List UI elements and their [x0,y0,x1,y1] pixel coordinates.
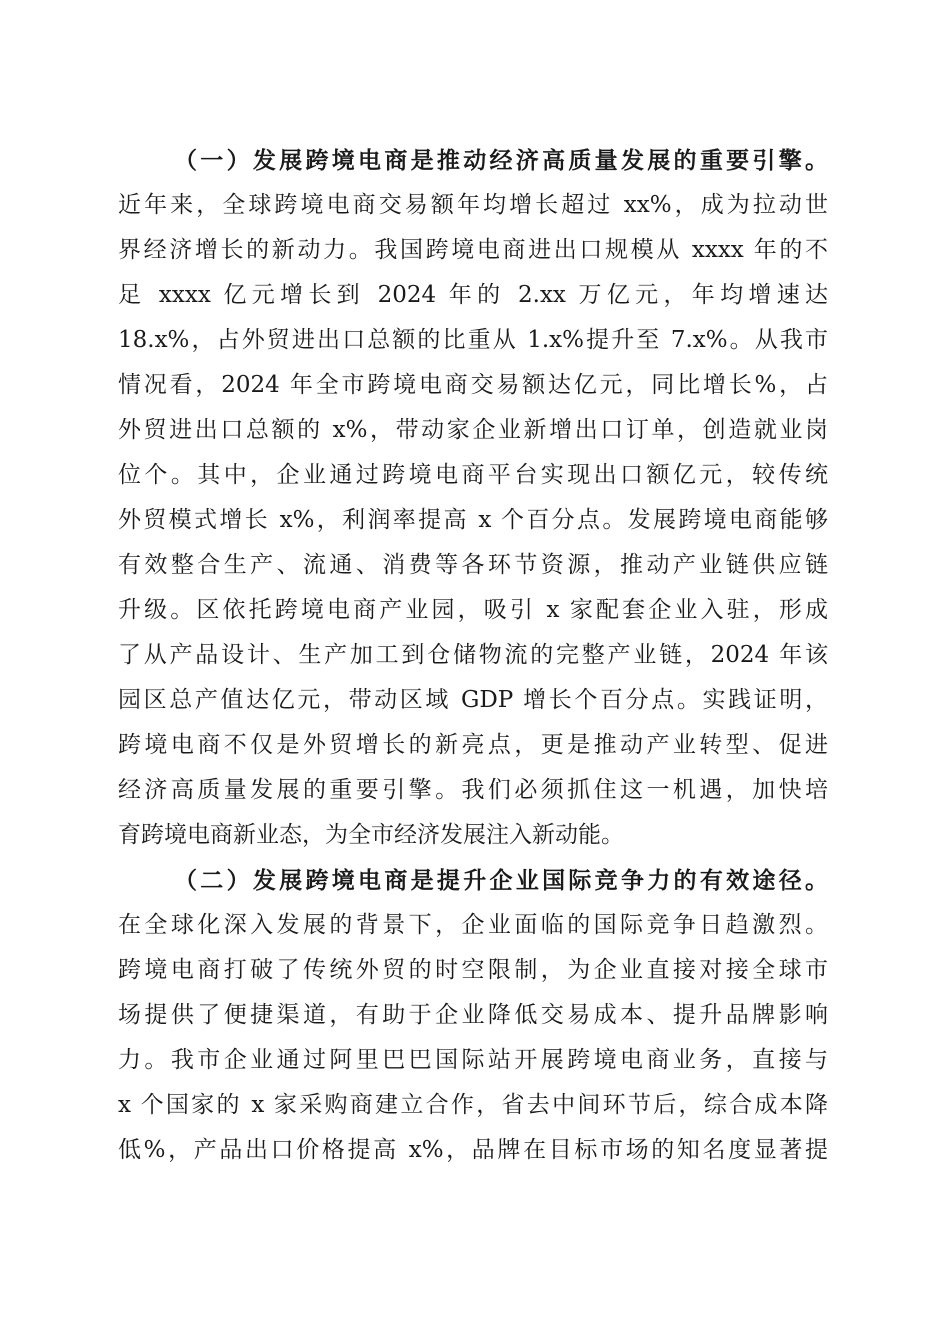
paragraph-line: 力。我市企业通过阿里巴巴国际站开展跨境电商业务，直接与 [118,1047,828,1073]
paragraph-line: 园区总产值达亿元，带动区域 GDP 增长个百分点。实践证明， [118,687,828,713]
section-2 [118,858,828,1173]
section-1 [118,138,828,858]
paragraph-line: 位个。其中，企业通过跨境电商平台实现出口额亿元，较传统 [118,462,828,488]
paragraph-line: 外贸模式增长 x%，利润率提高 x 个百分点。发展跨境电商能够 [118,507,828,533]
paragraph-line: 经济高质量发展的重要引擎。我们必须抓住这一机遇，加快培 [118,777,828,803]
paragraph-line: 低%，产品出口价格提高 x%，品牌在目标市场的知名度显著提 [118,1137,828,1163]
paragraph-line: 18.x%，占外贸进出口总额的比重从 1.x%提升至 7.x%。从我市 [118,327,828,353]
paragraph-line: 跨境电商不仅是外贸增长的新亮点，更是推动产业转型、促进 [118,732,828,758]
paragraph-line: 足 xxxx 亿元增长到 2024 年的 2.xx 万亿元，年均增速达 [118,282,828,308]
paragraph-line: 了从产品设计、生产加工到仓储物流的完整产业链，2024 年该 [118,642,828,668]
paragraph-line: 育跨境电商新业态，为全市经济发展注入新动能。 [118,822,624,848]
paragraph-line: 情况看，2024 年全市跨境电商交易额达亿元，同比增长%，占 [118,372,828,398]
paragraph-line: 近年来，全球跨境电商交易额年均增长超过 xx%，成为拉动世 [118,192,828,218]
paragraph-line: 界经济增长的新动力。我国跨境电商进出口规模从 xxxx 年的不 [118,237,828,263]
section-1-heading: （一）发展跨境电商是推动经济高质量发展的重要引擎。 [174,147,828,174]
paragraph-line: 场提供了便捷渠道，有助于企业降低交易成本、提升品牌影响 [118,1002,828,1028]
paragraph-line: 外贸进出口总额的 x%，带动家企业新增出口订单，创造就业岗 [118,417,828,443]
paragraph-line: x 个国家的 x 家采购商建立合作，省去中间环节后，综合成本降 [118,1092,828,1118]
body-text [118,138,828,1173]
section-2-heading: （二）发展跨境电商是提升企业国际竞争力的有效途径。 [174,867,828,894]
paragraph-line: 在全球化深入发展的背景下，企业面临的国际竞争日趋激烈。 [118,912,828,938]
paragraph-line: 跨境电商打破了传统外贸的时空限制，为企业直接对接全球市 [118,957,828,983]
paragraph-line: 有效整合生产、流通、消费等各环节资源，推动产业链供应链 [118,552,828,578]
paragraph-line: 升级。区依托跨境电商产业园，吸引 x 家配套企业入驻，形成 [118,597,828,623]
